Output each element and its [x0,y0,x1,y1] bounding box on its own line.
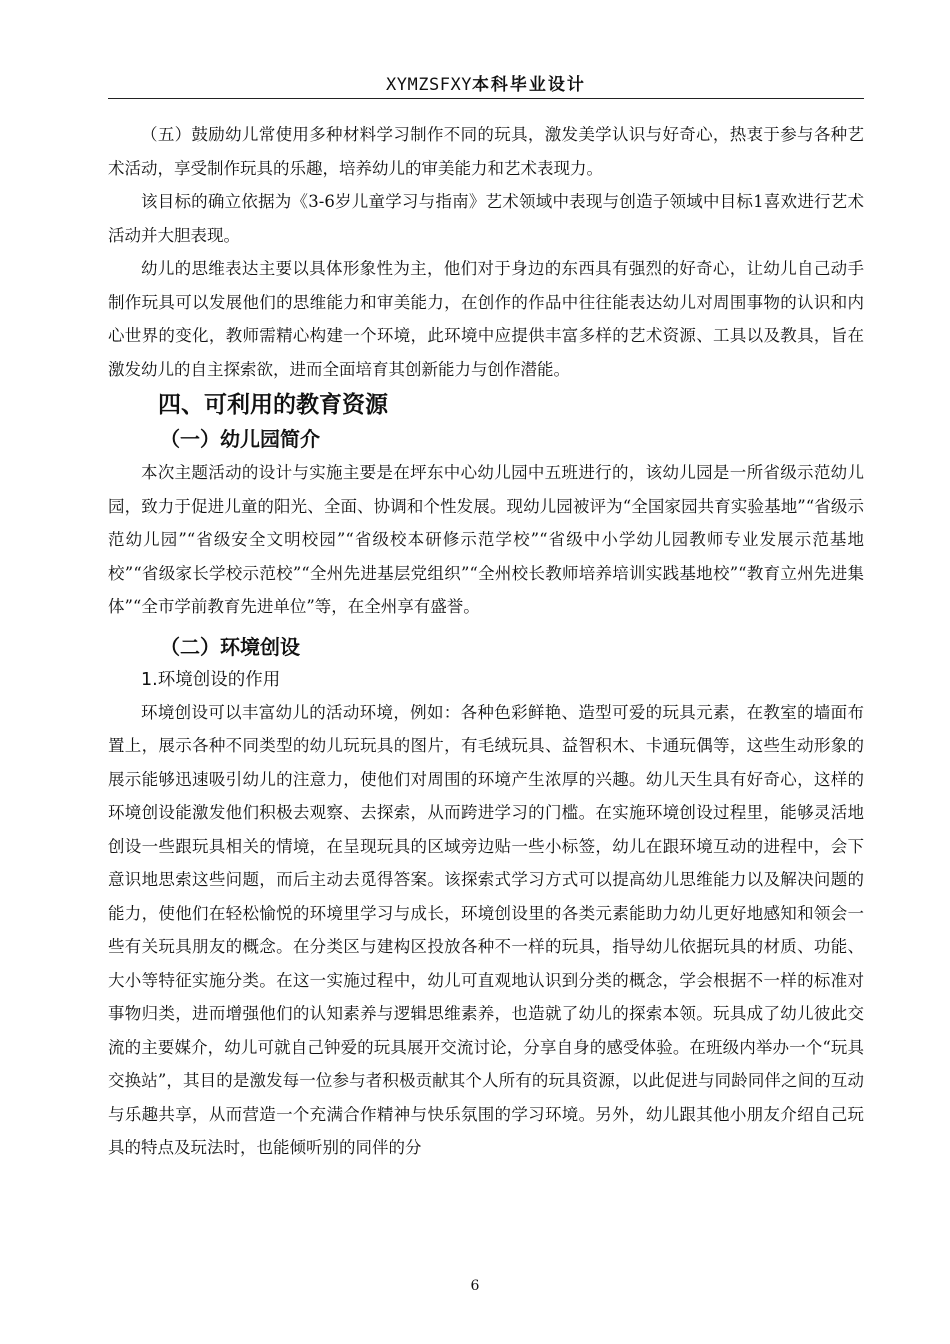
paragraph-goal-five: （五）鼓励幼儿常使用多种材料学习制作不同的玩具，激发美学认识与好奇心，热衷于参与各种艺术活动，享受制作玩具的乐趣，培养幼儿的审美能力和艺术表现力。 [108,125,864,178]
subheading-environment-role: 1.环境创设的作用 [141,669,281,690]
paragraph-thinking: 幼儿的思维表达主要以具体形象性为主，他们对于身边的东西具有强烈的好奇心，让幼儿自己动手制作玩具可以发展他们的思维能力和审美能力，在创作的作品中往往能表达幼儿对周围事物的认识和内心世界的变化，教师需精心构建一个环境，此环境中应提供丰富多样的艺术资源、工具以及教具，旨在激发幼儿的自主探索欲，进而全面培育其创新能力与创作潜能。 [108,259,864,379]
section-heading-resources: 四、可利用的教育资源 [158,392,388,418]
paragraph-environment-role: 环境创设可以丰富幼儿的活动环境，例如：各种色彩鲜艳、造型可爱的玩具元素，在教室的墙面布置上，展示各种不同类型的幼儿玩玩具的图片，有毛绒玩具、益智积木、卡通玩偶等，这些生动形象的展示能够迅速吸引幼儿的注意力，使他们对周围的环境产生浓厚的兴趣。幼儿天生具有好奇心，这样的环境创设能激发他们积极去观察、去探索，从而跨进学习的门槛。在实施环境创设过程里，能够灵活地创设一些跟玩具相关的情境，在呈现玩具的区域旁边贴一些小标签，幼儿在跟环境互动的进程中，会下意识地思索这些问题，而后主动去觅得答案。该探索式学习方式可以提高幼儿思维能力以及解决问题的能力，使他们在轻松愉悦的环境里学习与成长，环境创设里的各类元素能助力幼儿更好地感知和领会一些有关玩具朋友的概念。在分类区与建构区投放各种不一样的玩具，指导幼儿依据玩具的材质、功能、大小等特征实施分类。在这一实施过程中，幼儿可直观地认识到分类的概念，学会根据不一样的标准对事物归类，进而增强他们的认知素养与逻辑思维素养，也造就了幼儿的探索本领。玩具成了幼儿彼此交流的主要媒介，幼儿可就自己钟爱的玩具展开交流讨论，分享自身的感受体验。在班级内举办一个“玩具交换站”，其目的是激发每一位参与者积极贡献其个人所有的玩具资源，以此促进与同龄同伴之间的互动与乐趣共享，从而营造一个充满合作精神与快乐氛围的学习环境。另外，幼儿跟其他小朋友介绍自己玩具的特点及玩法时，也能倾听别的同伴的分 [108,702,864,1157]
paragraph-kindergarten-intro: 本次主题活动的设计与实施主要是在坪东中心幼儿园中五班进行的，该幼儿园是一所省级示范幼儿园，致力于促进儿童的阳光、全面、协调和个性发展。现幼儿园被评为“全国家园共育实验基地”“省级示范幼儿园”“省级安全文明校园”“省级校本研修示范学校”“省级中小学幼儿园教师专业发展示范基地校”“省级家长学校示范校”“全州先进基层党组织”“全州校长教师培养培训实践基地校”“教育立州先进集体”“全市学前教育先进单位”等，在全州享有盛誉。 [108,463,864,616]
header-code: XYMZSFXY [386,75,472,95]
page-number: 6 [470,1278,480,1294]
paragraph-goal-basis: 该目标的确立依据为《3-6岁儿童学习与指南》艺术领域中表现与创造子领域中目标1喜欢进行艺术活动并大胆表现。 [108,192,864,245]
subheading-environment: （二）环境创设 [160,634,300,659]
document-body [108,118,864,1165]
subheading-kindergarten-intro: （一）幼儿园简介 [160,427,320,451]
header-rule [108,98,864,99]
header-title: 本科毕业设计 [471,75,586,95]
page-header [108,70,864,95]
